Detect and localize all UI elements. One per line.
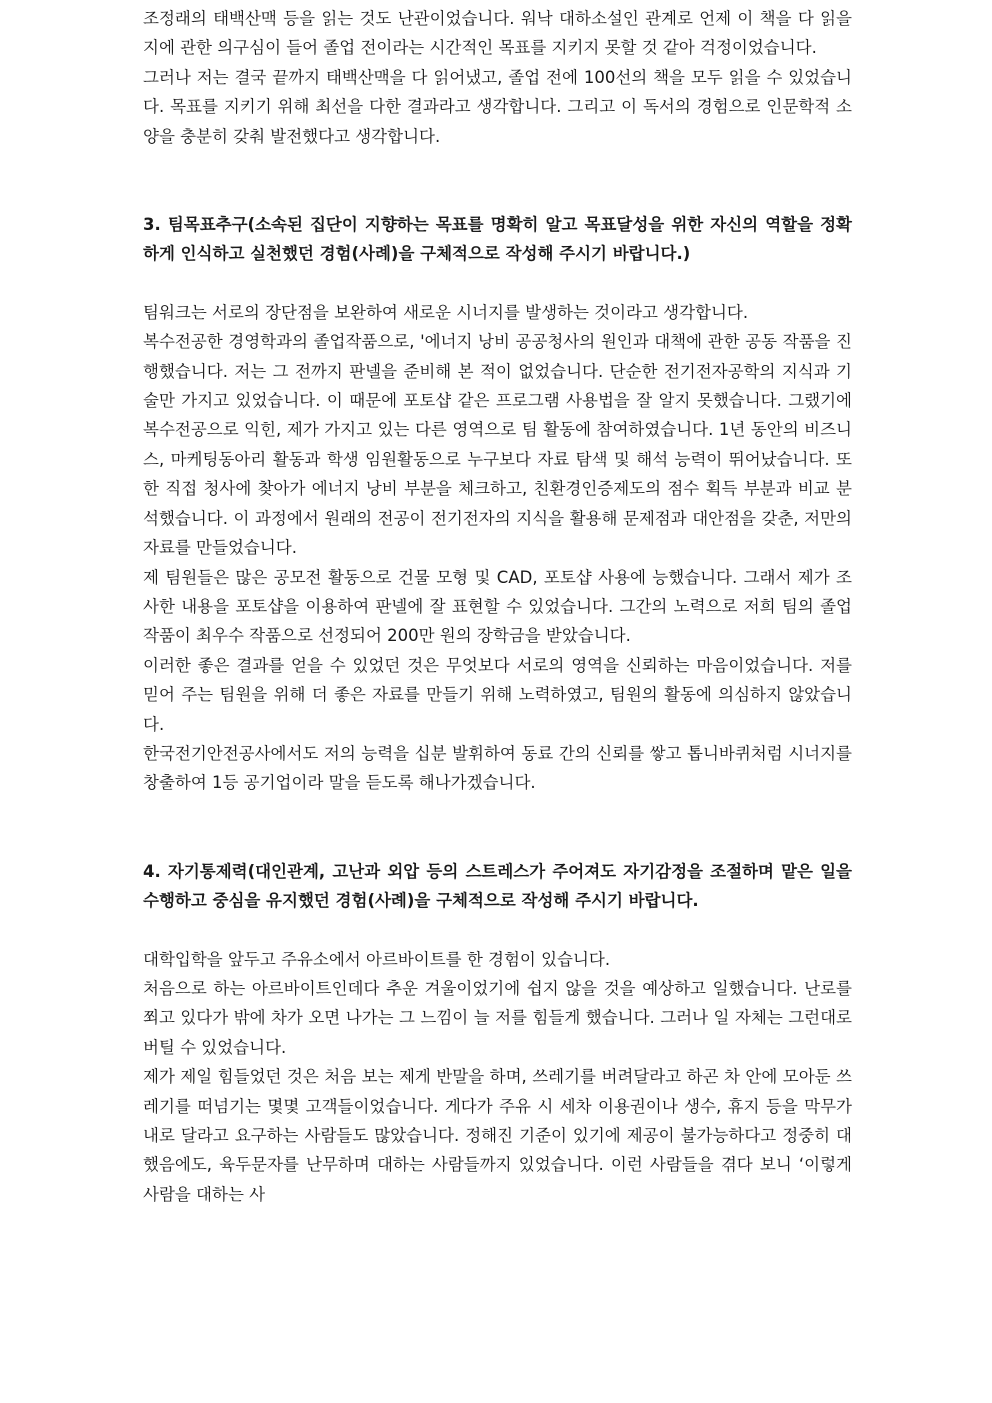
body-paragraph: 그러나 저는 결국 끝까지 태백산맥을 다 읽어냈고, 졸업 전에 100선의 책을 모두 읽을 수 있었습니다. 목표를 지키기 위해 최선을 다한 결과라고 생각합니다. 그리고 이 독서의 경험으로 인문학적 소양을 충분히 갖춰 발전했다고 생각합니다. [143, 67, 852, 146]
document-page [143, 0, 852, 1209]
section-heading-self-control: 4. 자기통제력(대인관계, 고난과 외압 등의 스트레스가 주어져도 자기감정을 조절하며 맡은 일을 수행하고 중심을 유지했던 경험(사례)을 구체적으로 작성해 주시기 바랍니다. [143, 861, 852, 911]
body-paragraph: 제 팀원들은 많은 공모전 활동으로 건물 모형 및 CAD, 포토샵 사용에 능했습니다. 그래서 제가 조사한 내용을 포토샵을 이용하여 판넬에 잘 표현할 수 있었습니다. 그간의 노력으로 저희 팀의 졸업작품이 최우수 작품으로 선정되어 200만 원의 장학금을 받았습니다. [143, 567, 852, 646]
body-paragraph: 대학입학을 앞두고 주유소에서 아르바이트를 한 경험이 있습니다. [143, 949, 611, 969]
body-paragraph: 한국전기안전공사에서도 저의 능력을 십분 발휘하여 동료 간의 신뢰를 쌓고 톱니바퀴처럼 시너지를 창출하여 1등 공기업이라 말을 듣도록 해나가겠습니다. [143, 743, 852, 793]
body-paragraph: 제가 제일 힘들었던 것은 처음 보는 제게 반말을 하며, 쓰레기를 버려달라고 하곤 차 안에 모아둔 쓰레기를 떠넘기는 몇몇 고객들이었습니다. 게다가 주유 시 세차 이용권이나 생수, 휴지 등을 막무가내로 달라고 요구하는 사람들도 많았습니다. 정해진 기준이 있기에 제공이 불가능하다고 정중히 대했음에도, 육두문자를 난무하며 대하는 사람들까지 있었습니다. 이런 사람들을 겪다 보니 ‘이렇게 사람을 대하는 사 [143, 1067, 852, 1204]
body-paragraph: 팀워크는 서로의 장단점을 보완하여 새로운 시너지를 발생하는 것이라고 생각합니다. [143, 302, 749, 322]
body-paragraph: 조정래의 태백산맥 등을 읽는 것도 난관이었습니다. 워낙 대하소설인 관계로 언제 이 책을 다 읽을지에 관한 의구심이 들어 졸업 전이라는 시간적인 목표를 지키지 못할 것 같아 걱정이었습니다. [143, 9, 852, 58]
body-paragraph: 처음으로 하는 아르바이트인데다 추운 겨울이었기에 쉽지 않을 것을 예상하고 일했습니다. 난로를 쬐고 있다가 밖에 차가 오면 나가는 그 느낌이 늘 저를 힘들게 했습니다. 그러나 일 자체는 그런대로 버틸 수 있었습니다. [143, 978, 852, 1057]
body-paragraph: 이러한 좋은 결과를 얻을 수 있었던 것은 무엇보다 서로의 영역을 신뢰하는 마음이었습니다. 저를 믿어 주는 팀원을 위해 더 좋은 자료를 만들기 위해 노력하였고, 팀원의 활동에 의심하지 않았습니다. [143, 655, 852, 734]
section-heading-team-goal: 3. 팀목표추구(소속된 집단이 지향하는 목표를 명확히 알고 목표달성을 위한 자신의 역할을 정확하게 인식하고 실천했던 경험(사례)을 구체적으로 작성해 주시기 바랍니다.) [143, 215, 852, 264]
body-paragraph: 복수전공한 경영학과의 졸업작품으로, '에너지 낭비 공공청사의 원인과 대책에 관한 공동 작품을 진행했습니다. 저는 그 전까지 판넬을 준비해 본 적이 없었습니다. 단순한 전기전자공학의 지식과 기술만 가지고 있었습니다. 이 때문에 포토샵 같은 프로그램 사용법을 잘 알지 못했습니다. 그랬기에 복수전공으로 익힌, 제가 가지고 있는 다른 영역으로 팀 활동에 참여하였습니다. 1년 동안의 비즈니스, 마케팅동아리 활동과 학생 임원활동으로 누구보다 자료 탐색 및 해석 능력이 뛰어났습니다. 또한 직접 청사에 찾아가 에너지 낭비 부분을 체크하고, 친환경인증제도의 점수 획득 부분과 비교 분석했습니다. 이 과정에서 원래의 전공이 전기전자의 지식을 활용해 문제점과 대안점을 갖춘, 저만의 자료를 만들었습니다. [143, 332, 852, 558]
